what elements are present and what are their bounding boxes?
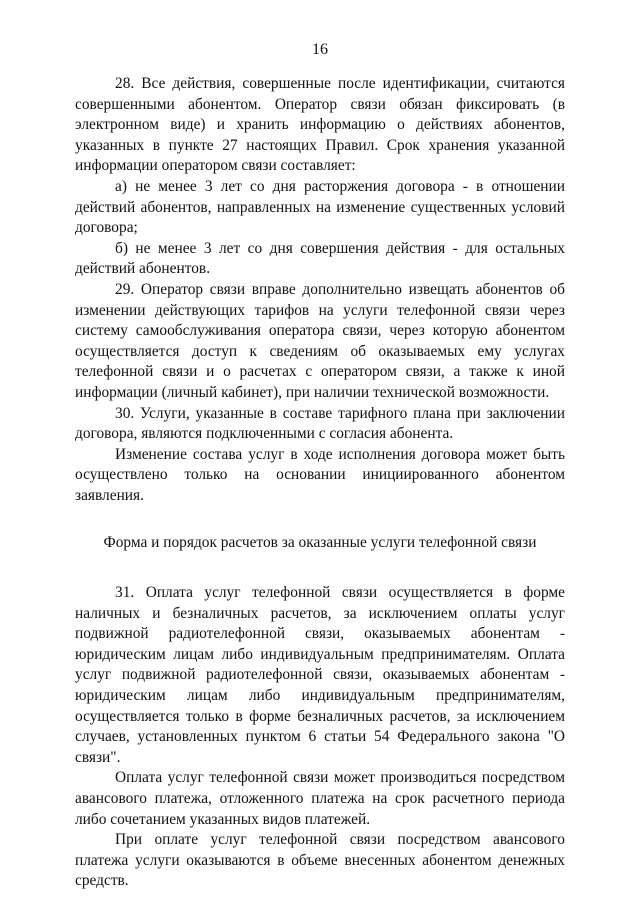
paragraph-28-b: б) не менее 3 лет со дня совершения действия - для остальных действий абонентов.: [75, 239, 565, 278]
page-number: 16: [312, 41, 328, 58]
paragraph-29: 29. Оператор связи вправе дополнительно извещать абонентов об изменении действующих тарифов на услуги телефонной связи через систему самообслуживания оператора связи, через которую абонентом осуществляется доступ к сведениям об оказываемых ему услугах телефонной связи и о расчетах с оператором связи, а также к иной информации (личный кабинет), при наличии технической возможности.: [75, 280, 565, 401]
paragraph-31-payment-methods: Оплата услуг телефонной связи может производиться посредством авансового платежа, отложенного платежа на срок расчетного периода либо сочетанием указанных видов платежей.: [75, 769, 565, 828]
document-body: [75, 74, 565, 892]
paragraph-30-continuation: Изменение состава услуг в ходе исполнения договора может быть осуществлено только на основании инициированного абонентом заявления.: [75, 445, 565, 504]
paragraph-31-advance-payment: При оплате услуг телефонной связи посредством авансового платежа услуги оказываются в объеме внесенных абонентом денежных средств.: [75, 831, 565, 890]
paragraph-28: 28. Все действия, совершенные после идентификации, считаются совершенными абонентом. Оператор связи обязан фиксировать (в электронном виде) и хранить информацию о действиях абонентов, указанных в пункте 27 настоящих Правил. Срок хранения указанной информации оператором связи составляет:: [75, 75, 565, 175]
paragraph-28-a: а) не менее 3 лет со дня расторжения договора - в отношении действий абонентов, направленных на изменение существенных условий договора;: [75, 177, 565, 237]
paragraph-31: 31. Оплата услуг телефонной связи осуществляется в форме наличных и безналичных расчетов, за исключением оплаты услуг подвижной радиотелефонной связи, оказываемых абонентам - юридическим лицам либо индивидуальным предпринимателям. Оплата услуг подвижной радиотелефонной связи, оказываемых абонентам - юридическим лицам либо индивидуальным предпринимателям, осуществляется только в форме безналичных расчетов, за исключением случаев, установленных пунктом 6 статьи 54 Федерального закона "О связи".: [75, 584, 565, 766]
paragraph-30: 30. Услуги, указанные в составе тарифного плана при заключении договора, являются подключенными с согласия абонента.: [75, 404, 565, 443]
section-heading: Форма и порядок расчетов за оказанные услуги телефонной связи: [103, 534, 537, 552]
